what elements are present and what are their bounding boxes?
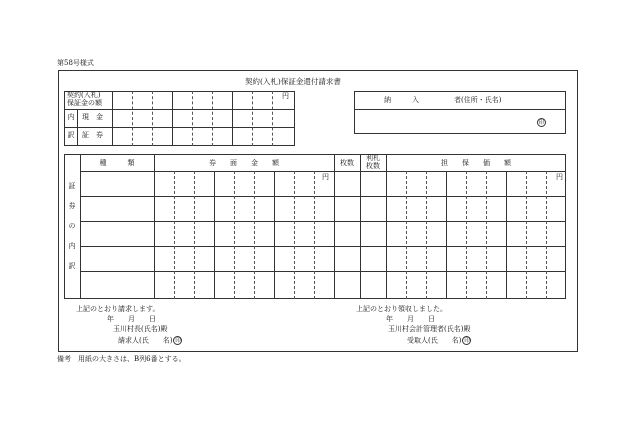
form-number: 第58号様式 bbox=[57, 59, 94, 67]
face-value-yen-unit: 円 bbox=[322, 173, 329, 181]
payer-label: 納 入 者(住所・氏名) bbox=[384, 96, 502, 104]
claim-date: 年 月 日 bbox=[107, 315, 156, 323]
claim-addressee: 玉川村長(氏名)殿 bbox=[113, 325, 168, 333]
breakdown-char-2: 訳 bbox=[67, 131, 75, 139]
claimant-seal-icon: 印 bbox=[175, 338, 181, 344]
header-type: 種 類 bbox=[99, 159, 135, 167]
side-label-char-4: 内 bbox=[68, 242, 76, 250]
side-label-char-3: の bbox=[68, 222, 76, 230]
receipt-addressee: 玉川村会計管理者(氏名)殿 bbox=[388, 325, 471, 333]
header-coupons-line1: 利札 bbox=[366, 154, 380, 162]
receipt-date: 年 月 日 bbox=[386, 315, 435, 323]
claim-statement: 上記のとおり請求します。 bbox=[76, 305, 160, 313]
cash-label: 現 金 bbox=[82, 113, 103, 121]
receiver-seal-icon: 印 bbox=[464, 338, 470, 344]
header-coupons-line2: 枚数 bbox=[366, 162, 380, 170]
header-count: 枚数 bbox=[340, 159, 354, 167]
remarks-note: 備考 用紙の大きさは、B列6番とする。 bbox=[57, 355, 186, 363]
breakdown-char-1: 内 bbox=[67, 113, 75, 121]
collateral-yen-unit: 円 bbox=[556, 173, 563, 181]
side-label-char-2: 券 bbox=[68, 202, 76, 210]
receipt-receiver: 受取人(氏 名) 印 bbox=[407, 336, 470, 345]
securities-table bbox=[64, 154, 566, 299]
deposit-label-line2: 保証金の額 bbox=[67, 99, 102, 107]
payer-seal-icon: 印 bbox=[538, 120, 545, 126]
deposit-label-line1: 契約(入札) bbox=[67, 91, 101, 99]
deposit-yen-unit: 円 bbox=[282, 92, 289, 100]
claim-claimant: 請求人(氏 名) 印 bbox=[118, 336, 181, 345]
side-label-char-1: 証 bbox=[68, 182, 76, 190]
header-face-value: 券 面 金 額 bbox=[209, 159, 279, 167]
form-title: 契約(入札)保証金還付請求書 bbox=[245, 77, 341, 86]
receipt-statement: 上記のとおり領収しました。 bbox=[356, 305, 447, 313]
header-collateral-value: 担 保 価 額 bbox=[441, 159, 511, 167]
securities-label: 証 券 bbox=[82, 131, 103, 139]
side-label-char-5: 訳 bbox=[68, 262, 76, 270]
